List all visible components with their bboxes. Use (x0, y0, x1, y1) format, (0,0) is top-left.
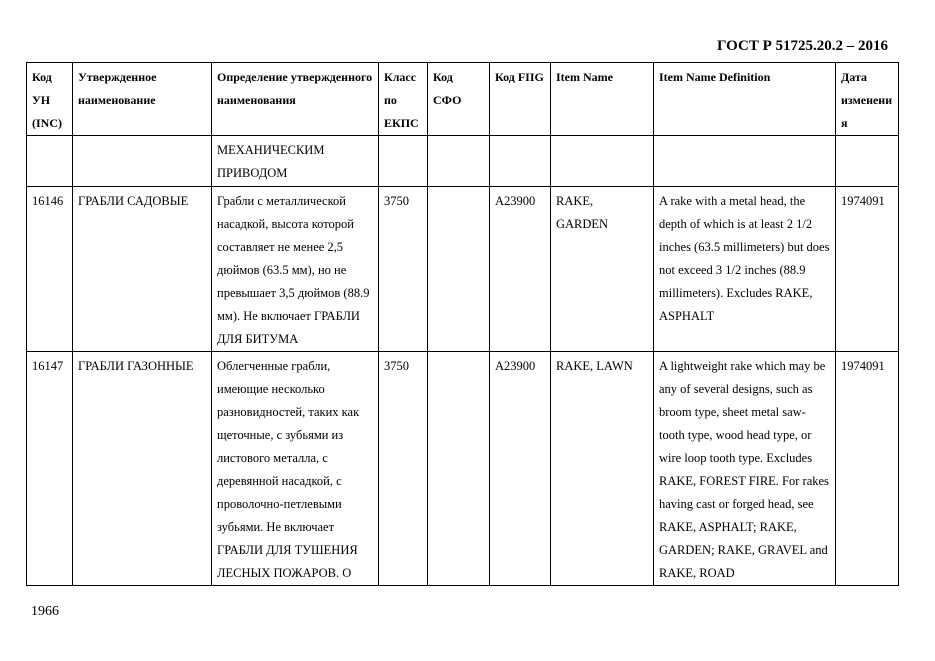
column-header-date: Дата изменения (836, 63, 899, 136)
cell-fiig: A23900 (490, 187, 551, 352)
cell-inc: 16147 (27, 352, 73, 586)
table-row (27, 352, 899, 586)
column-header-fiig: Код FIIG (490, 63, 551, 136)
cell-item-name-definition (654, 136, 836, 187)
cell-fiig (490, 136, 551, 187)
cell-class (379, 136, 428, 187)
cell-approved-name (73, 136, 212, 187)
cell-item-name: RAKE, GARDEN (551, 187, 654, 352)
cell-sfo (428, 187, 490, 352)
column-header-item-name-definition: Item Name Definition (654, 63, 836, 136)
cell-sfo (428, 352, 490, 586)
cell-item-name: RAKE, LAWN (551, 352, 654, 586)
catalog-table (26, 62, 899, 586)
cell-date: 1974091 (836, 352, 899, 586)
cell-fiig: A23900 (490, 352, 551, 586)
table-row (27, 136, 899, 187)
cell-inc: 16146 (27, 187, 73, 352)
cell-sfo (428, 136, 490, 187)
cell-approved-name: ГРАБЛИ САДОВЫЕ (73, 187, 212, 352)
cell-item-name (551, 136, 654, 187)
cell-class: 3750 (379, 352, 428, 586)
cell-inc (27, 136, 73, 187)
cell-date: 1974091 (836, 187, 899, 352)
cell-approved-name: ГРАБЛИ ГАЗОННЫЕ (73, 352, 212, 586)
cell-definition: Облегченные грабли, имеющие несколько разновидностей, таких как щеточные, с зубьями из листового металла, с деревянной насадкой, с проволочно-петлевыми зубьями. Не включает ГРАБЛИ ДЛЯ ТУШЕНИЯ ЛЕСНЫХ ПОЖАРОВ. О (212, 352, 379, 586)
cell-definition: МЕХАНИЧЕСКИМ ПРИВОДОМ (212, 136, 379, 187)
cell-date (836, 136, 899, 187)
column-header-approved-name: Утвержденное наименование (73, 63, 212, 136)
cell-class: 3750 (379, 187, 428, 352)
cell-definition: Грабли с металлической насадкой, высота которой составляет не менее 2,5 дюймов (63.5 мм), но не превышает 3,5 дюймов (88.9 мм). Не включает ГРАБЛИ ДЛЯ БИТУМА (212, 187, 379, 352)
table-row (27, 187, 899, 352)
cell-item-name-definition: A rake with a metal head, the depth of which is at least 2 1/2 inches (63.5 millimeters) but does not exceed 3 1/2 inches (88.9 millimeters). Excludes RAKE, ASPHALT (654, 187, 836, 352)
page-number: 1966 (31, 604, 59, 619)
column-header-definition: Определение утвержденного наименования (212, 63, 379, 136)
column-header-item-name: Item Name (551, 63, 654, 136)
table-header-row (27, 63, 899, 136)
column-header-inc: Код УН (INC) (27, 63, 73, 136)
cell-item-name-definition: A lightweight rake which may be any of several designs, such as broom type, sheet metal saw-tooth type, wood head type, or wire loop tooth type. Excludes RAKE, FOREST FIRE. For rakes having cast or forged head, see RAKE, ASPHALT; RAKE, GARDEN; RAKE, GRAVEL and RAKE, ROAD (654, 352, 836, 586)
column-header-class: Класс по ЕКПС (379, 63, 428, 136)
column-header-sfo: Код СФО (428, 63, 490, 136)
document-header: ГОСТ Р 51725.20.2 – 2016 (716, 38, 888, 54)
